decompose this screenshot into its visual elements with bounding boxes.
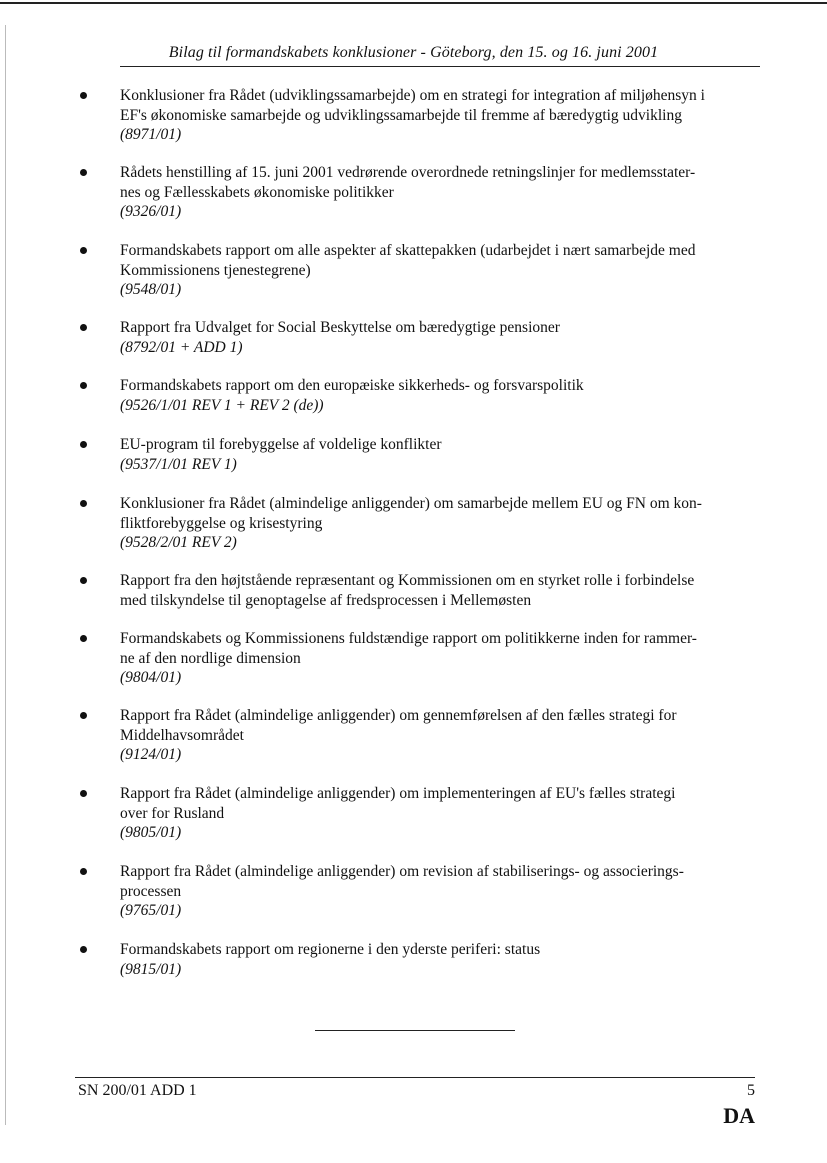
bullet-icon bbox=[80, 382, 87, 389]
bullet-icon bbox=[80, 247, 87, 254]
item-line: Rapport fra den højtstående repræsentant og Kommissionen om en styrket rolle i forbindelse bbox=[120, 572, 695, 589]
item-line: Konklusioner fra Rådet (almindelige anliggender) om samarbejde mellem EU og FN om kon- bbox=[120, 495, 702, 512]
language-code: DA bbox=[723, 1103, 755, 1128]
item-line: Konklusioner fra Rådet (udviklingssamarbejde) om en strategi for integration af miljøhensyn i bbox=[120, 87, 705, 104]
document-reference: (9528/2/01 REV 2) bbox=[120, 534, 237, 551]
document-reference: (9537/1/01 REV 1) bbox=[120, 455, 237, 473]
left-margin-rule bbox=[5, 25, 6, 1125]
item-text bbox=[120, 862, 760, 921]
bullet-icon bbox=[80, 946, 87, 953]
document-reference: (9804/01) bbox=[120, 669, 182, 686]
bullet-icon bbox=[80, 324, 87, 331]
item-text bbox=[120, 163, 760, 222]
item-text bbox=[120, 435, 760, 474]
item-text bbox=[120, 241, 760, 300]
bullet-icon bbox=[80, 441, 87, 448]
top-rule bbox=[0, 2, 827, 4]
item-line: EF's økonomiske samarbejde og udviklingssamarbejde til fremme af bæredygtig udvikling bbox=[120, 106, 682, 124]
document-reference: (8792/01 + ADD 1) bbox=[120, 338, 243, 356]
document-reference: (8971/01) bbox=[120, 126, 182, 143]
bullet-icon bbox=[80, 169, 87, 176]
item-line: Formandskabets og Kommissionens fuldstændige rapport om politikkerne inden for rammer- bbox=[120, 630, 697, 647]
document-reference: (9124/01) bbox=[120, 746, 182, 763]
item-text bbox=[120, 571, 760, 610]
page-number: 5 bbox=[747, 1082, 755, 1099]
item-line: fliktforebyggelse og krisestyring bbox=[120, 514, 323, 532]
header-rule bbox=[120, 66, 760, 67]
page-header: Bilag til formandskabets konklusioner - Göteborg, den 15. og 16. juni 2001 bbox=[168, 44, 659, 61]
item-text bbox=[120, 940, 760, 979]
item-line: Kommissionens tjenestegrene) bbox=[120, 261, 311, 279]
item-text bbox=[120, 629, 760, 688]
document-reference: (9765/01) bbox=[120, 902, 182, 919]
footer-rule bbox=[75, 1077, 755, 1078]
item-text bbox=[120, 784, 760, 843]
item-line: Formandskabets rapport om den europæiske sikkerheds- og forsvarspolitik bbox=[120, 377, 584, 394]
item-text bbox=[120, 706, 760, 765]
bullet-icon bbox=[80, 712, 87, 719]
item-text bbox=[120, 318, 760, 357]
item-text bbox=[120, 494, 760, 553]
item-line: Rapport fra Rådet (almindelige anliggender) om implementeringen af EU's fælles strategi bbox=[120, 785, 676, 802]
item-line: over for Rusland bbox=[120, 804, 225, 822]
item-line: ne af den nordlige dimension bbox=[120, 649, 301, 667]
item-text bbox=[120, 376, 760, 415]
item-line: Rapport fra Rådet (almindelige anliggender) om gennemførelsen af den fælles strategi for bbox=[120, 707, 677, 724]
item-line: EU-program til forebyggelse af voldelige konflikter bbox=[120, 436, 442, 453]
document-reference: (9326/01) bbox=[120, 203, 182, 220]
bullet-icon bbox=[80, 868, 87, 875]
document-reference: (9526/1/01 REV 1 + REV 2 (de)) bbox=[120, 396, 324, 414]
item-text bbox=[120, 86, 760, 145]
item-line: med tilskyndelse til genoptagelse af fredsprocessen i Mellemøsten bbox=[120, 591, 532, 609]
item-line: Rapport fra Rådet (almindelige anliggender) om revision af stabiliserings- og associerings- bbox=[120, 863, 684, 880]
bullet-icon bbox=[80, 577, 87, 584]
document-code: SN 200/01 ADD 1 bbox=[78, 1082, 197, 1099]
item-line: Formandskabets rapport om alle aspekter af skattepakken (udarbejdet i nært samarbejde med bbox=[120, 242, 696, 259]
bullet-icon bbox=[80, 790, 87, 797]
item-line: Rådets henstilling af 15. juni 2001 vedrørende overordnede retningslinjer for medlemsstater- bbox=[120, 164, 696, 181]
item-line: Rapport fra Udvalget for Social Beskyttelse om bæredygtige pensioner bbox=[120, 319, 560, 336]
item-line: Formandskabets rapport om regionerne i den yderste periferi: status bbox=[120, 941, 541, 958]
end-rule bbox=[315, 1030, 515, 1031]
bullet-icon bbox=[80, 92, 87, 99]
bullet-icon bbox=[80, 500, 87, 507]
item-line: Middelhavsområdet bbox=[120, 726, 244, 744]
bullet-icon bbox=[80, 635, 87, 642]
item-line: nes og Fællesskabets økonomiske politikker bbox=[120, 183, 394, 201]
document-reference: (9805/01) bbox=[120, 824, 182, 841]
document-reference: (9815/01) bbox=[120, 960, 182, 978]
item-line: processen bbox=[120, 882, 182, 900]
document-reference: (9548/01) bbox=[120, 281, 182, 298]
